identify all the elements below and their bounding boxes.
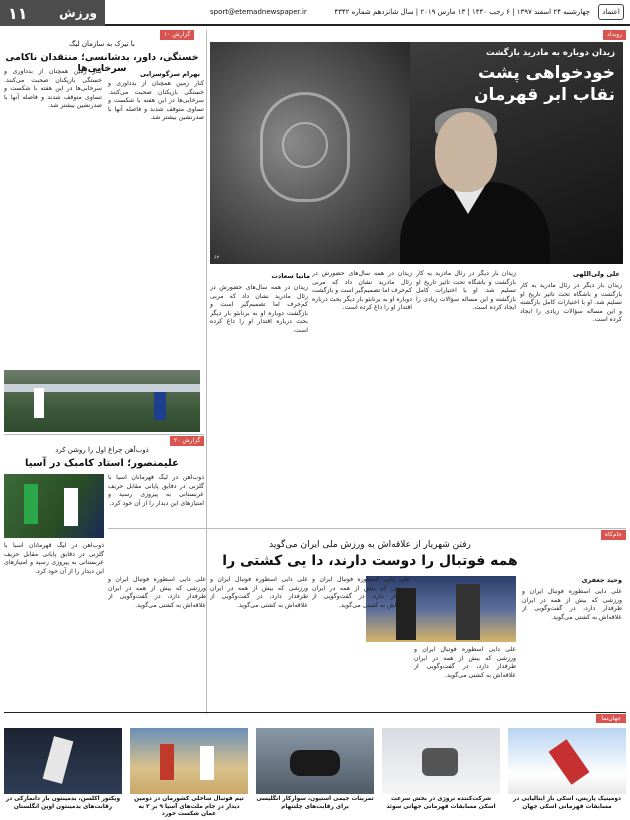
left-top-text-col-1	[108, 80, 204, 370]
left-top-body-b: کنار زمین همچنان از بدداوری و خستگی بازیکنان صحبت می‌کنند. سرخابی‌ها در این هفته با شکست و تساوی متوقف شدند و فاصله آنها با صدرنشین بیشتر شد.	[4, 68, 102, 110]
row-divider	[4, 434, 204, 435]
strip-label: جهان‌نما	[596, 714, 626, 723]
strip-item	[256, 724, 374, 816]
dateline: چهارشنبه ۲۴ اسفند ۱۳۹۷ | ۶ رجب ۱۴۴۰ | ۱۳ مارس ۲۰۱۹ | سال شانزدهم شماره ۴۳۴۲	[334, 8, 590, 16]
bottom-body-a: علی دایی اسطوره فوتبال ایران و ورزشی که بیش از همه در ایران طرفدار دارد، در گفت‌وگویی از علاقه‌اش به کشتی می‌گوید.	[522, 588, 622, 621]
strip-item	[4, 724, 122, 816]
bottom-section-tag: جام‌کاه	[601, 530, 626, 540]
hero-headline: خودخواهی پشت نقاب ابر قهرمان	[473, 63, 615, 105]
left-top-tag: گزارش ۱۰	[160, 30, 194, 40]
football-photo	[4, 474, 104, 538]
left-bottom-body-a: ذوب‌آهن در لیگ قهرمانان آسیا با گلزنی در دقایق پایانی مقابل حریف عربستانی به پیروزی رسید و امتیازهای این دیدار را از آن خود کرد.	[108, 474, 204, 507]
left-top-text-col-2	[4, 68, 102, 368]
bottom-kicker: رفتن شهریار از علاقه‌اش به ورزش ملی ایران می‌گوید	[269, 540, 471, 550]
right-byline: علی ولی‌اللهی	[572, 270, 620, 278]
bottom-text-col-2	[414, 646, 516, 708]
middle-text-col-1	[210, 284, 308, 534]
bottom-body-b: علی دایی اسطوره فوتبال ایران و ورزشی که بیش از همه در ایران طرفدار دارد، در گفت‌وگویی از علاقه‌اش به کشتی می‌گوید.	[414, 646, 516, 679]
strip-item	[130, 724, 248, 816]
middle-byline: مانیا سعادت	[271, 272, 310, 280]
hero-kicker: زیدان دوباره به مادرید بازگشت	[486, 48, 615, 58]
page-number-box	[0, 0, 105, 26]
photo-strip	[4, 724, 626, 816]
photo-note: ۶۳	[214, 255, 220, 261]
strip-caption: دومینیک پاریس، اسکی باز ایتالیایی در مسابقات قهرمانی اسکی جهان	[513, 796, 621, 810]
person-2	[456, 584, 480, 640]
row-divider-2	[108, 528, 626, 529]
strip-item	[382, 724, 500, 816]
strip-item	[508, 724, 626, 816]
coach-head	[435, 112, 497, 192]
bottom-text-col-3	[312, 576, 410, 708]
masthead-bar	[0, 0, 630, 26]
player-red	[160, 744, 174, 780]
speed-ski-photo	[382, 728, 500, 794]
player-white-3	[200, 746, 214, 780]
horse-photo	[256, 728, 374, 794]
bottom-body-d: علی دایی اسطوره فوتبال ایران و ورزشی که بیش از همه در ایران طرفدار دارد، در گفت‌وگویی از علاقه‌اش به کشتی می‌گوید.	[210, 576, 308, 609]
player-blue	[154, 392, 166, 420]
bottom-body-c: علی دایی اسطوره فوتبال ایران و ورزشی که بیش از همه در ایران طرفدار دارد، در گفت‌وگویی از علاقه‌اش به کشتی می‌گوید.	[312, 576, 410, 609]
athlete	[422, 748, 458, 776]
middle-body-a: زیدان در همه سال‌های حضورش در رئال مادرید نشان داد که مربی کم‌حرف اما تصمیم‌گیر است و بازگشت دوباره او به برنابئو بار دیگر بحث درباره اقتدار او را داغ کرده است.	[210, 284, 308, 334]
left-top-byline: بهرام سرگوسرایی	[139, 70, 200, 78]
right-text-col-2	[416, 270, 516, 534]
right-body-a: زیدان بار دیگر در رئال مادرید به کار بازگشت و باشگاه تحت تاثیر تاریخ او تسلیم شد. او با اختیارات کامل بازگشته و این مساله سؤالات زیادی را ایجاد کرده است.	[520, 282, 622, 324]
badminton-photo	[4, 728, 122, 794]
player-green	[24, 484, 38, 524]
bottom-text-col-5	[108, 576, 206, 708]
bottom-body-e: علی دایی اسطوره فوتبال ایران و ورزشی که بیش از همه در ایران طرفدار دارد، در گفت‌وگویی از علاقه‌اش به کشتی می‌گوید.	[108, 576, 206, 609]
bottom-text-col-1	[522, 588, 622, 708]
strip-caption: ویکتور اکلسن، بدمینتون باز دانمارکی در رقابت‌های بدمینتون اوپن انگلستان	[5, 796, 121, 810]
left-top-kicker: با تیرک به سازمان لیگ	[69, 40, 135, 48]
strip-caption: تیم فوتبال ساحلی کشورمان در دومین دیدار در جام ملت‌های آسیا ۹ بر ۲ به عمان شکست خورد	[134, 796, 244, 817]
hero-photo	[210, 42, 623, 264]
badminton-player	[43, 736, 74, 784]
strip-divider	[4, 712, 626, 713]
section-name: ورزش	[59, 6, 97, 20]
right-body-b: زیدان بار دیگر در رئال مادرید به کار بازگشت و باشگاه تحت تاثیر تاریخ او تسلیم شد. او با اختیارات کامل بازگشته و این مساله سؤالات زیادی را ایجاد کرده است.	[416, 270, 516, 312]
middle-text-col-2	[312, 270, 412, 534]
left-bottom-text-col-2	[4, 542, 104, 714]
newspaper-logo: اعتماد	[598, 4, 624, 20]
beach-soccer-photo	[130, 728, 248, 794]
stadium-photo	[4, 370, 200, 432]
player-white	[34, 388, 44, 418]
skier	[549, 739, 590, 784]
hero-section-tag: رویداد	[603, 30, 626, 40]
section-email[interactable]: sport@etemadnewspaper.ir	[210, 8, 307, 16]
left-bottom-body-b: ذوب‌آهن در لیگ قهرمانان آسیا با گلزنی در دقایق پایانی مقابل حریف عربستانی به پیروزی رسید و امتیازهای این دیدار را از آن خود کرد.	[4, 542, 104, 575]
crest-ring-icon	[282, 122, 328, 168]
column-divider	[206, 30, 207, 714]
left-top-title: خستگی، داور، بدشانسی؛ منتقدان ناکامی سرخابی‌ها	[5, 52, 199, 74]
bottom-title: همه فوتبال را دوست دارند، دا یی کشتی را	[222, 553, 518, 569]
bottom-text-col-4	[210, 576, 308, 708]
strip-caption: شرکت‌کننده نروژی در بخش سرعت اسکی مسابقات قهرمانی جهانی سوئد	[386, 796, 496, 810]
right-text-col-1	[520, 282, 622, 534]
left-bottom-kicker: ذوب‌آهن چراغ اول را روشن کرد	[55, 446, 149, 454]
strip-caption: تمرینات جیمی استیون، سوارکار انگلیسی برای رقابت‌های چلتنهام	[256, 796, 374, 810]
left-bottom-tag: گزارش ۲۰	[170, 436, 204, 446]
horse	[290, 750, 340, 776]
left-bottom-title: علیمنصور؛ استاد کامبک در آسیا	[25, 458, 179, 469]
player-white-2	[64, 488, 78, 526]
middle-body-b: زیدان در همه سال‌های حضورش در رئال مادرید نشان داد که مربی کم‌حرف اما تصمیم‌گیر است و بازگشت دوباره او به برنابئو بار دیگر بحث درباره اقتدار او را داغ کرده است.	[312, 270, 412, 312]
bottom-byline: وحید جعفری	[581, 576, 622, 584]
ski-photo	[508, 728, 626, 794]
left-top-body-a: کنار زمین همچنان از بدداوری و خستگی بازیکنان صحبت می‌کنند. سرخابی‌ها در این هفته با شکست و تساوی متوقف شدند و فاصله آنها با صدرنشین بیشتر شد.	[108, 80, 204, 122]
page-number: ۱۱	[8, 3, 28, 23]
